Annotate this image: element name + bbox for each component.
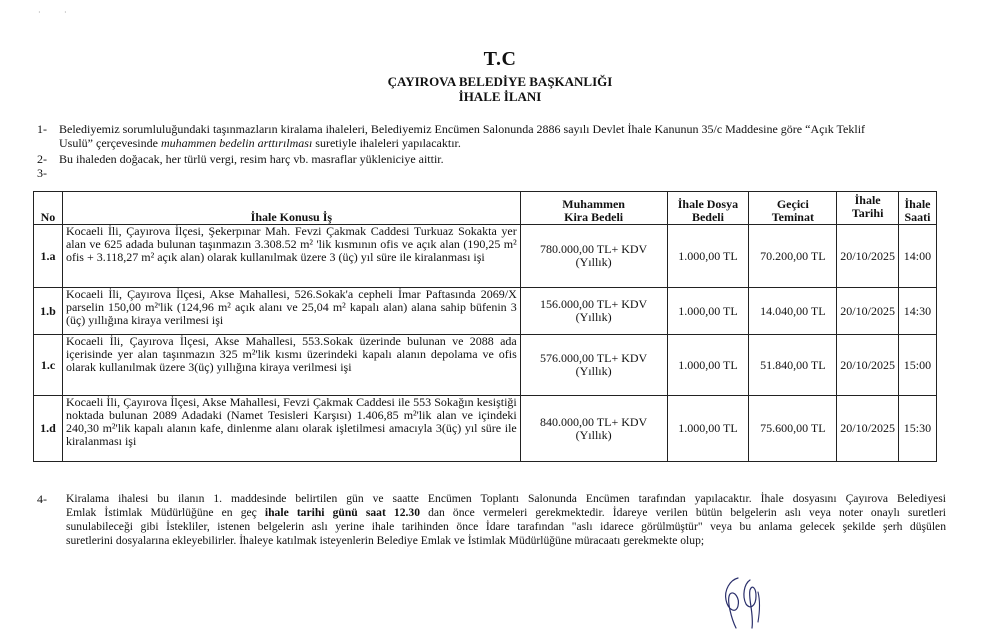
handwritten-signature bbox=[708, 570, 778, 630]
row-price bbox=[520, 396, 667, 462]
row-file-fee: 1.000,00 TL bbox=[667, 335, 749, 396]
item-2-text: Bu ihaleden doğacak, her türlü vergi, resim harç vb. masraflar yükleniciye aittir. bbox=[59, 152, 444, 166]
col-header-deposit-line-2: Teminat bbox=[771, 210, 814, 224]
table-header-row bbox=[34, 192, 937, 225]
col-header-price-line-1: Muhammen bbox=[562, 197, 625, 211]
item-number-3: 3- bbox=[37, 166, 47, 180]
col-header-deposit bbox=[749, 192, 837, 225]
item-1-line-2-start: Usulü” çerçevesinde bbox=[59, 136, 161, 150]
item-4-line-4: suretlerini dosyalarına ekleyebilirler. İhaleye katılmak isteyenlerin Belediye Emlak ve İstimlak Müdürlüğüne müracaatı gerekmekte olup; bbox=[66, 534, 705, 547]
item-1-line-2 bbox=[59, 136, 949, 150]
row-subject: Kocaeli İli, Çayırova İlçesi, Akse Mahallesi, 526.Sokak'a cepheli İmar Paftasında 2069/X parselin 150,00 m²'lik (124,96 m² açık alanı ve 25,04 m² kapalı alan) alana sahip büfenin 3 (üç) yıllığına kiraya verilmesi işi bbox=[62, 288, 520, 335]
row-deposit: 70.200,00 TL bbox=[749, 225, 837, 288]
row-subject: Kocaeli İli, Çayırova İlçesi, Şekerpınar Mah. Fevzi Çakmak Caddesi Turkuaz Sokakta yer alan ve 625 adada bulunan taşınmazın 3.308.52 m² 'lik kısmının ofis ve açık alan (190,25 m² ofis + 3.118,27 m² açık alan) olarak kullanılmak üzere 3 (üç) yıl süre ile kiralanması işi bbox=[62, 225, 520, 288]
item-4-line-2-start: Emlak İstimlak Müdürlüğüne en geç bbox=[66, 506, 265, 519]
row-subject: Kocaeli İli, Çayırova İlçesi, Akse Mahallesi, Fevzi Çakmak Caddesi ile 553 Sokağın kesiştiği noktada bulunan 2089 Adadaki (Namet Tesisleri Karşısı) 1.406,85 m²'lik alan ve içindeki 240,30 m²'lik kapalı alanın kafe, dinlenme alanı olarak işletilmesi amacıyla 3(üç) yıl süre ile kiralanması işi bbox=[62, 396, 520, 462]
row-number: 1.b bbox=[34, 288, 63, 335]
scan-speck: · bbox=[38, 8, 41, 17]
item-4-deadline-emphasis: ihale tarihi günü saat 12.30 bbox=[264, 506, 420, 519]
row-time: 14:30 bbox=[898, 288, 936, 335]
row-file-fee: 1.000,00 TL bbox=[667, 288, 749, 335]
table-row bbox=[34, 335, 937, 396]
row-file-fee: 1.000,00 TL bbox=[667, 225, 749, 288]
row-time: 14:00 bbox=[898, 225, 936, 288]
item-number-4: 4- bbox=[37, 492, 47, 506]
row-time: 15:00 bbox=[898, 335, 936, 396]
row-subject: Kocaeli İli, Çayırova İlçesi, Akse Mahallesi, 553.Sokak üzerinde bulunan ve 2088 ada içerisinde yer alan taşınmazın 325 m²'lik kısmı üzerindeki kapalı alanın depolama ve ofis olarak kullanılmak üzere 3(üç) yıllığına kiraya verilmesi işi bbox=[62, 335, 520, 396]
row-price-period: (Yıllık) bbox=[575, 427, 612, 442]
col-header-file-fee bbox=[667, 192, 749, 225]
item-1-emphasis: muhammen bedelin arttırılması bbox=[160, 136, 313, 150]
table-row bbox=[34, 288, 937, 335]
col-header-price bbox=[520, 192, 667, 225]
row-file-fee: 1.000,00 TL bbox=[667, 396, 749, 462]
row-price bbox=[520, 335, 667, 396]
row-price bbox=[520, 225, 667, 288]
tender-table bbox=[33, 191, 937, 462]
col-header-date: İhale Tarihi bbox=[837, 192, 899, 225]
header-municipality: ÇAYIROVA BELEDİYE BAŞKANLIĞI bbox=[387, 74, 613, 89]
row-number: 1.a bbox=[34, 225, 63, 288]
row-date: 20/10/2025 bbox=[837, 288, 899, 335]
col-header-deposit-line-1: Geçici bbox=[776, 197, 809, 211]
col-header-file-fee-line-2: Bedeli bbox=[691, 210, 724, 224]
item-1-line-1: Belediyemiz sorumluluğundaki taşınmazların kiralama ihaleleri, Belediyemiz Encümen Salonunda 2886 sayılı Devlet İhale Kanunun 35/c Maddesine göre “Açık Teklif bbox=[59, 122, 866, 136]
document-header bbox=[0, 48, 1000, 104]
item-number-1: 1- bbox=[37, 122, 47, 136]
row-price-amount: 156.000,00 TL+ KDV bbox=[540, 297, 648, 311]
item-1-text bbox=[59, 122, 949, 150]
row-date: 20/10/2025 bbox=[837, 335, 899, 396]
row-price-amount: 840.000,00 TL+ KDV bbox=[540, 414, 648, 429]
item-number-2: 2- bbox=[37, 152, 47, 166]
col-header-time-line-1: İhale bbox=[904, 197, 931, 211]
item-1-line-2-end: suretiyle ihaleleri yapılacaktır. bbox=[312, 136, 461, 150]
row-number: 1.c bbox=[34, 335, 63, 396]
row-time: 15:30 bbox=[898, 396, 936, 462]
table-row bbox=[34, 396, 937, 462]
item-4-line-2-end: dan önce vermeleri gerekmektedir. İdareye verilen bütün belgelerin aslı veya noter onaylı suretleri bbox=[420, 506, 946, 519]
item-4-line-3: sunulabileceği gibi İstekliler, istenen belgelerin aslı yerine ihale tarihinden önce İdare tarafından "aslı idarece görülmüştür" veya bu anlama gelecek şekilde şerh düşülen bbox=[66, 520, 946, 533]
table-row bbox=[34, 225, 937, 288]
scan-speck: · bbox=[64, 8, 67, 17]
row-price-amount: 576.000,00 TL+ KDV bbox=[540, 351, 648, 365]
header-announcement-title: İHALE İLANI bbox=[458, 89, 542, 104]
col-header-time bbox=[898, 192, 936, 225]
header-tc: T.C bbox=[483, 48, 517, 70]
row-deposit: 51.840,00 TL bbox=[749, 335, 837, 396]
col-header-time-line-2: Saati bbox=[904, 210, 931, 224]
col-header-file-fee-line-1: İhale Dosya bbox=[677, 197, 739, 211]
row-price-period: (Yıllık) bbox=[575, 364, 612, 378]
col-header-no: No bbox=[34, 192, 63, 225]
row-price bbox=[520, 288, 667, 335]
row-number: 1.d bbox=[34, 396, 63, 462]
row-date: 20/10/2025 bbox=[837, 225, 899, 288]
row-date: 20/10/2025 bbox=[837, 396, 899, 462]
row-deposit: 14.040,00 TL bbox=[749, 288, 837, 335]
item-4-line-1: Kiralama ihalesi bu ilanın 1. maddesinde belirtilen gün ve saatte Encümen Toplantı Salonunda Encümen tarafından yapılacaktır. İhale dosyasını Çayırova Belediyesi bbox=[66, 492, 946, 505]
row-price-amount: 780.000,00 TL+ KDV bbox=[540, 242, 648, 256]
row-price-period: (Yıllık) bbox=[575, 310, 612, 324]
col-header-subject: İhale Konusu İş bbox=[62, 192, 520, 225]
col-header-price-line-2: Kira Bedeli bbox=[564, 210, 624, 224]
row-price-period: (Yıllık) bbox=[575, 255, 612, 269]
row-deposit: 75.600,00 TL bbox=[749, 396, 837, 462]
item-4-line-2 bbox=[66, 506, 946, 520]
